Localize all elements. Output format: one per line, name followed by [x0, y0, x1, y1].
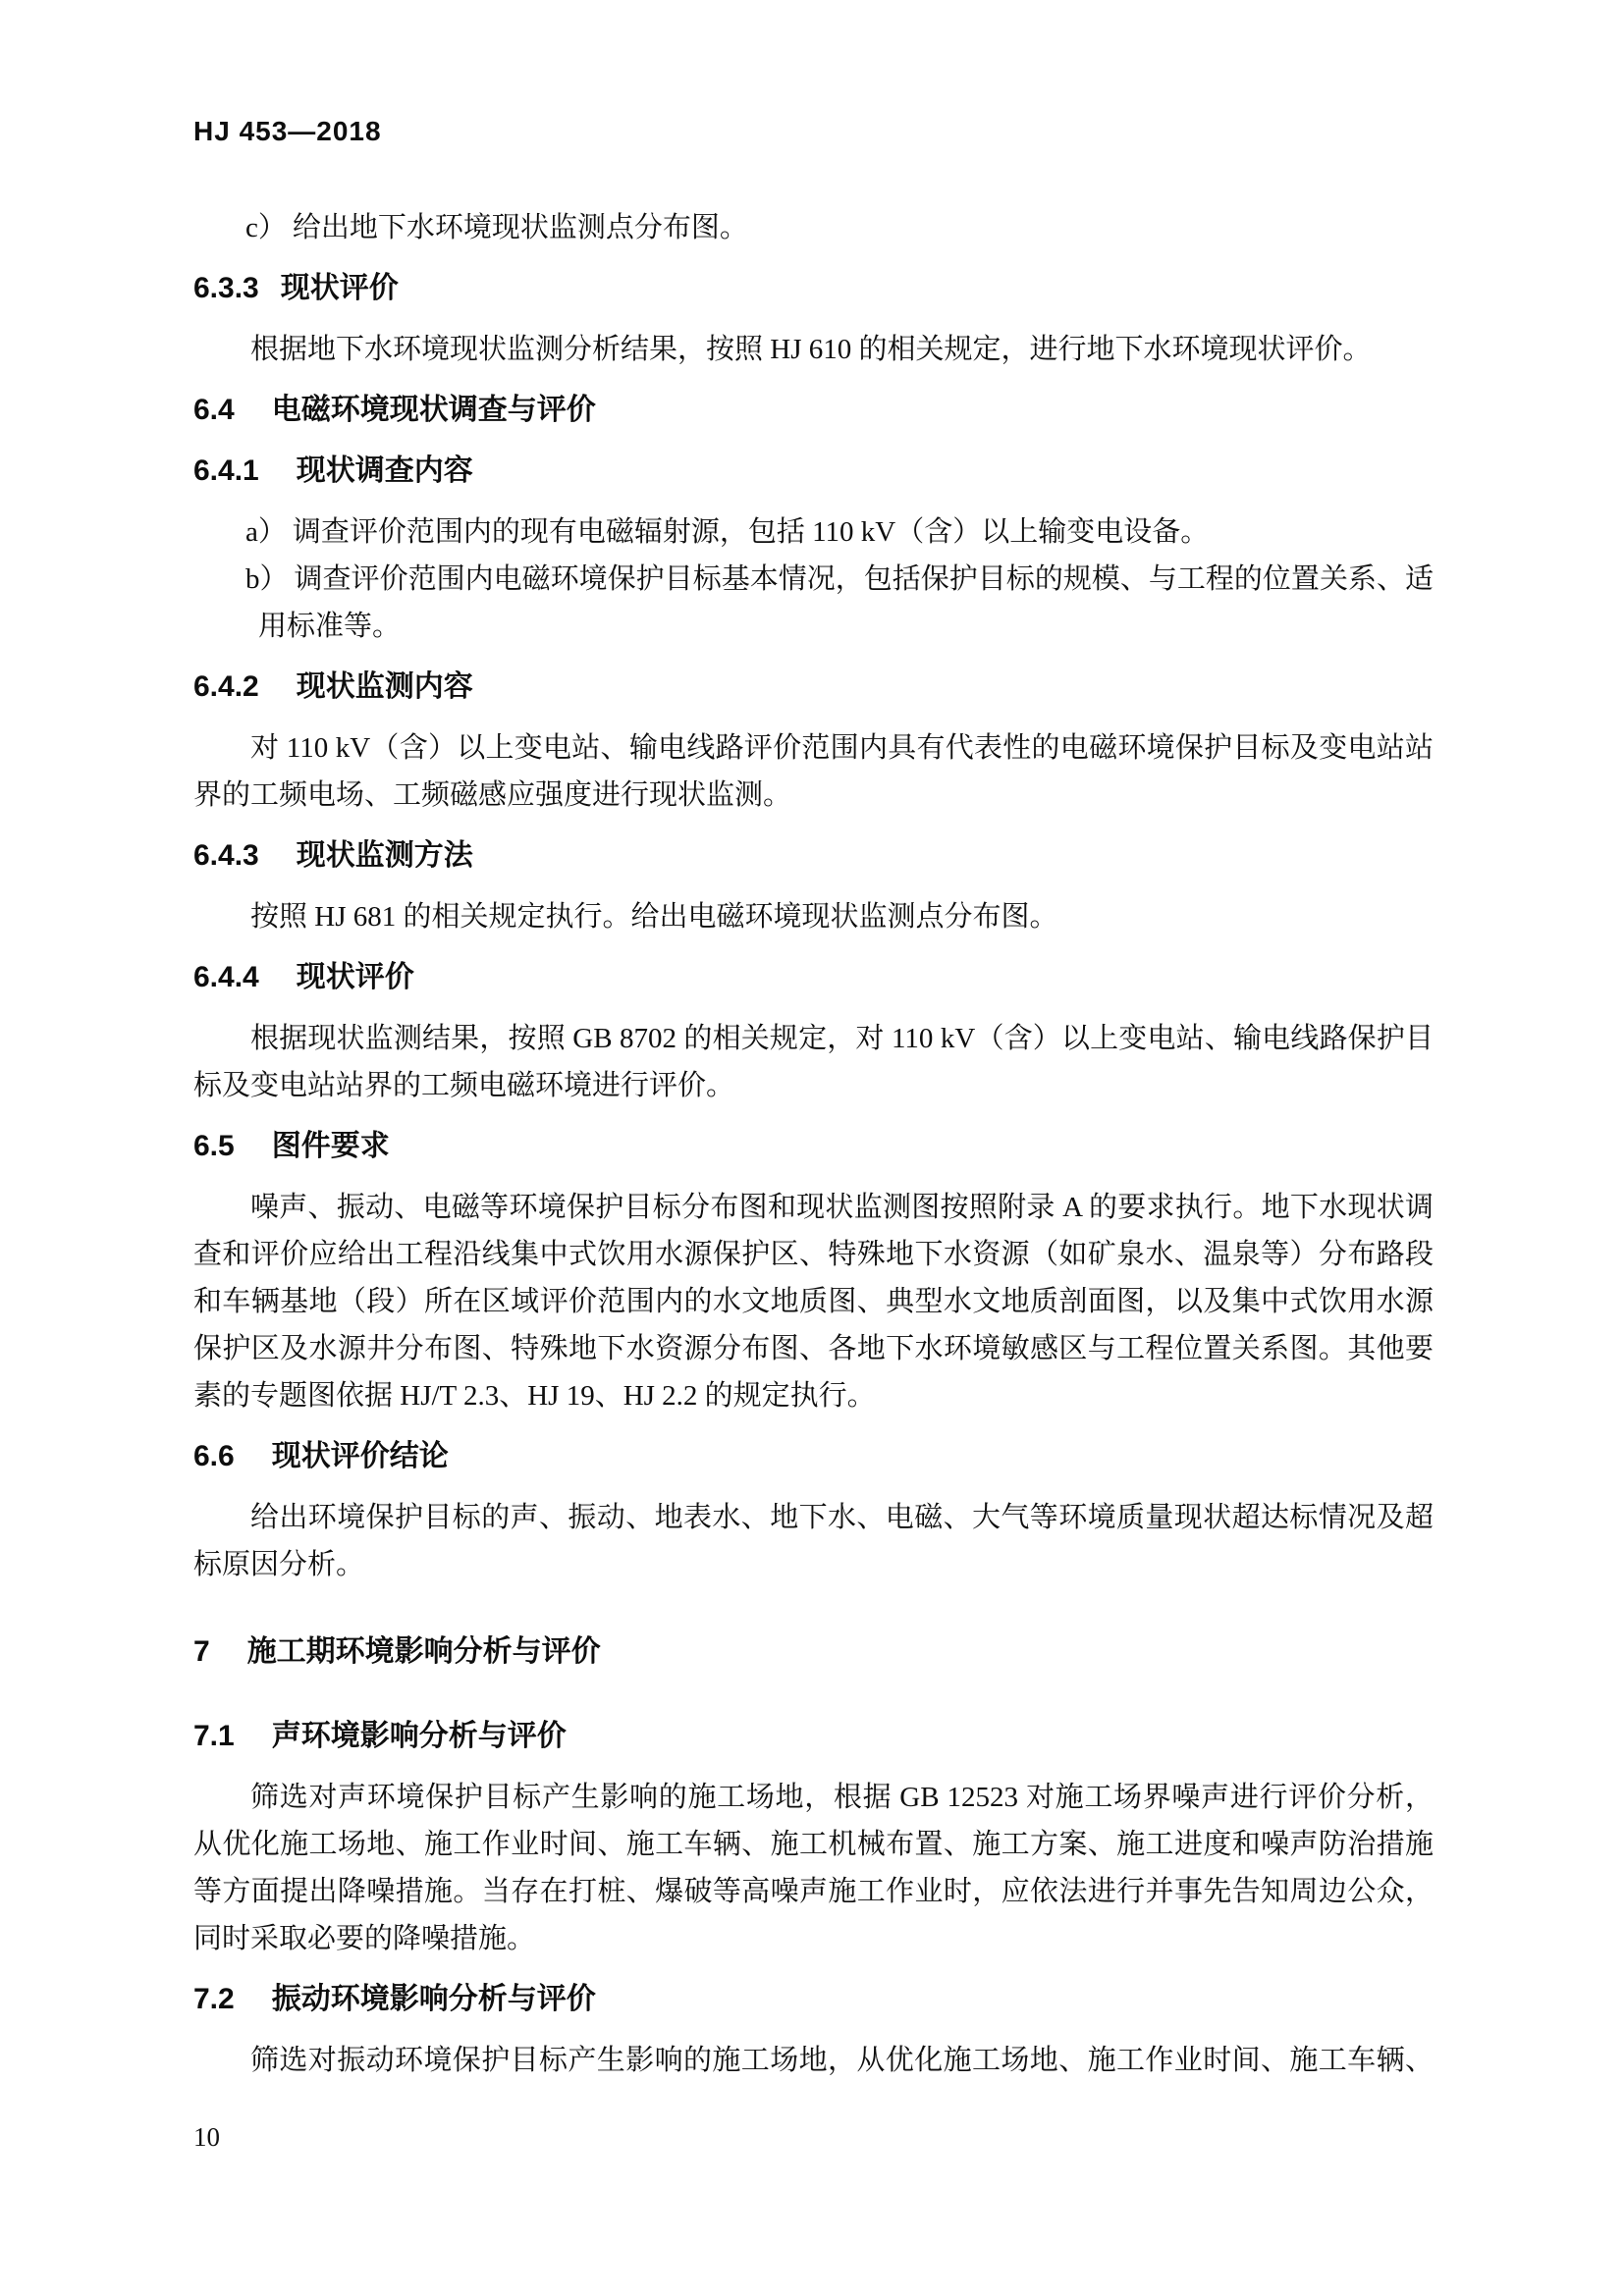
paragraph-7-2: 筛选对振动环境保护目标产生影响的施工场地，从优化施工场地、施工作业时间、施工车辆、 [250, 2045, 1434, 2076]
chapter-title: 施工期环境影响分析与评价 [246, 1635, 601, 1668]
section-number: 6.4.1 [193, 454, 259, 487]
list-item-text: 调查评价范围内电磁环境保护目标基本情况，包括保护目标的规模、与工程的位置关系、适用标准等。 [258, 563, 1434, 642]
list-item-c [193, 204, 1434, 251]
section-number: 6.4.4 [193, 961, 259, 993]
section-number: 6.4 [193, 394, 235, 426]
chapter-heading-7 [193, 1629, 1434, 1676]
paragraph-6-5: 噪声、振动、电磁等环境保护目标分布图和现状监测图按照附录 A 的要求执行。地下水现状调查和评价应给出工程沿线集中式饮用水源保护区、特殊地下水资源（如矿泉水、温泉等）分布路段和车辆基地（段）所在区域评价范围内的水文地质图、典型水文地质剖面图，以及集中式饮用水源保护区及水源井分布图、特殊地下水资源分布图、各地下水环境敏感区与工程位置关系图。其他要素的专题图依据 HJ/T 2.3、HJ 19、HJ 2.2 的规定执行。 [193, 1192, 1434, 1412]
section-heading-6-5 [193, 1123, 1434, 1170]
paragraph-6-4-4: 根据现状监测结果，按照 GB 8702 的相关规定，对 110 kV（含）以上变电站、输电线路保护目标及变电站站界的工频电磁环境进行评价。 [193, 1023, 1434, 1101]
section-title: 电磁环境现状调查与评价 [271, 394, 596, 426]
section-number: 6.4.2 [193, 670, 259, 703]
list-marker: c） [245, 212, 287, 243]
list-c [193, 204, 1434, 251]
paragraph-6-6: 给出环境保护目标的声、振动、地表水、地下水、电磁、大气等环境质量现状超达标情况及超标原因分析。 [193, 1502, 1434, 1580]
list-marker: a） [245, 516, 287, 548]
section-number: 7.2 [193, 1983, 235, 2015]
section-number: 6.3.3 [193, 272, 259, 304]
section-heading-6-3-3 [193, 265, 1434, 312]
section-title: 声环境影响分析与评价 [271, 1720, 567, 1752]
section-number: 7.1 [193, 1720, 235, 1752]
section-title: 现状评价 [296, 961, 414, 993]
paragraph-6-3-3: 根据地下水环境现状监测分析结果，按照 HJ 610 的相关规定，进行地下水环境现状评价。 [250, 334, 1372, 365]
list-a-b [193, 508, 1434, 650]
section-heading-6-4 [193, 387, 1434, 434]
section-number: 6.4.3 [193, 839, 259, 872]
section-heading-6-4-4 [193, 954, 1434, 1001]
list-item-b [193, 556, 1434, 650]
paragraph-6-4-2: 对 110 kV（含）以上变电站、输电线路评价范围内具有代表性的电磁环境保护目标及变电站站界的工频电场、工频磁感应强度进行现状监测。 [193, 732, 1434, 811]
page-number: 10 [193, 2122, 220, 2152]
section-heading-6-6 [193, 1433, 1434, 1480]
section-heading-7-1 [193, 1713, 1434, 1760]
list-item-text: 调查评价范围内的现有电磁辐射源，包括 110 kV（含）以上输变电设备。 [292, 516, 1210, 548]
section-title: 图件要求 [271, 1130, 390, 1162]
standard-number-header: HJ 453—2018 [193, 116, 382, 146]
section-number: 6.6 [193, 1440, 235, 1472]
section-title: 现状调查内容 [296, 454, 473, 487]
section-title: 现状评价 [280, 272, 399, 304]
document-body [193, 190, 1434, 2098]
section-title: 振动环境影响分析与评价 [271, 1983, 596, 2015]
paragraph-7-1: 筛选对声环境保护目标产生影响的施工场地，根据 GB 12523 对施工场界噪声进行评价分析，从优化施工场地、施工作业时间、施工车辆、施工机械布置、施工方案、施工进度和噪声防治措施等方面提出降噪措施。当存在打桩、爆破等高噪声施工作业时，应依法进行并事先告知周边公众，同时采取必要的降噪措施。 [193, 1782, 1434, 1954]
list-marker: b） [245, 563, 289, 595]
paragraph-6-4-3: 按照 HJ 681 的相关规定执行。给出电磁环境现状监测点分布图。 [250, 901, 1058, 933]
list-item-text: 给出地下水环境现状监测点分布图。 [292, 212, 748, 243]
chapter-number: 7 [193, 1635, 210, 1668]
section-heading-6-4-3 [193, 832, 1434, 880]
section-heading-6-4-2 [193, 664, 1434, 711]
list-item-a [193, 508, 1434, 556]
section-title: 现状监测内容 [296, 670, 473, 703]
section-heading-7-2 [193, 1976, 1434, 2023]
section-heading-6-4-1 [193, 448, 1434, 495]
section-title: 现状评价结论 [271, 1440, 449, 1472]
section-title: 现状监测方法 [296, 839, 473, 872]
section-number: 6.5 [193, 1130, 235, 1162]
